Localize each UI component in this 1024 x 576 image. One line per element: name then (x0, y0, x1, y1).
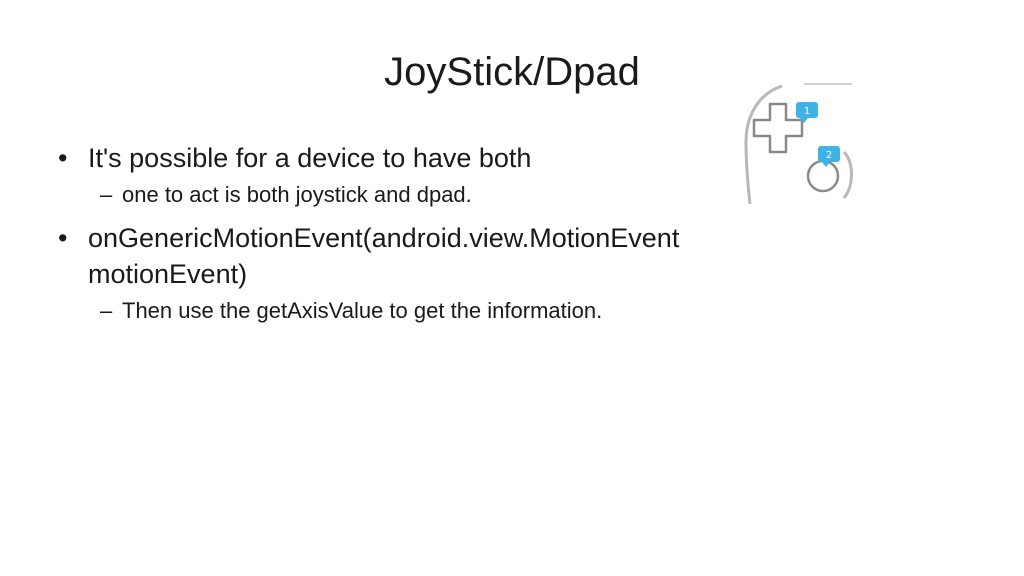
dpad-icon (754, 104, 802, 152)
bullet-item-2 (58, 220, 818, 292)
dash-marker: – (100, 182, 113, 207)
slide-title: JoyStick/Dpad (384, 50, 640, 94)
sub-bullet-item-1 (58, 180, 818, 210)
bullet-item-1 (58, 140, 818, 176)
sub-bullet-text: Then use the getAxisValue to get the information. (122, 298, 603, 323)
badge-1-label: 1 (803, 106, 811, 117)
bullet-text: onGenericMotionEvent(android.view.MotionEvent motionEvent) (88, 223, 680, 289)
badge-2-label: 2 (825, 150, 833, 161)
bullet-list (58, 140, 818, 336)
bullet-text: It's possible for a device to have both (88, 143, 532, 173)
bullet-marker: • (58, 143, 68, 173)
dash-marker: – (100, 298, 113, 323)
sub-bullet-text: one to act is both joystick and dpad. (122, 182, 472, 207)
controller-graphic (744, 82, 854, 204)
bullet-marker: • (58, 223, 68, 253)
sub-bullet-item-2 (58, 296, 818, 326)
